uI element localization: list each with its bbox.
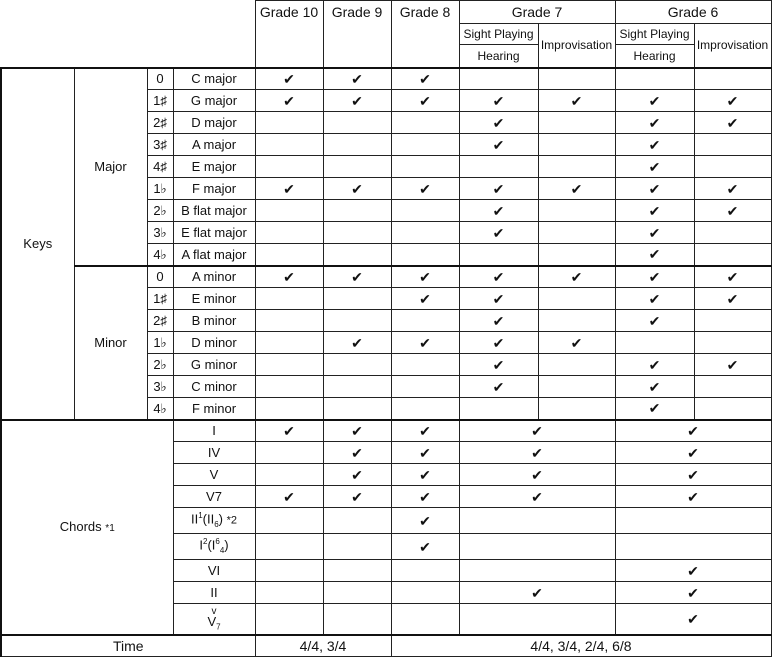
check-grade-7-sight: [459, 156, 538, 178]
check-grade-6-sight: ✔: [615, 112, 694, 134]
key-name: E major: [173, 156, 255, 178]
check-grade-6-impro: [694, 244, 771, 266]
check-grade-8: ✔: [391, 534, 459, 560]
key-signature: 0: [147, 266, 173, 288]
check-grade-6: ✔: [615, 464, 771, 486]
grade-10-header: Grade 10: [255, 1, 323, 68]
check-grade-8: [391, 156, 459, 178]
check-grade-9: [323, 376, 391, 398]
check-grade-6-sight: ✔: [615, 354, 694, 376]
grade-8-header: Grade 8: [391, 1, 459, 68]
key-name: G minor: [173, 354, 255, 376]
check-grade-6-impro: ✔: [694, 288, 771, 310]
check-grade-9: [323, 582, 391, 604]
check-grade-9: [323, 156, 391, 178]
check-grade-10: ✔: [255, 266, 323, 288]
check-grade-7-sight: [459, 398, 538, 420]
check-grade-8: [391, 398, 459, 420]
check-grade-7: ✔: [459, 486, 615, 508]
grade-7-improvisation: Improvisation: [538, 24, 615, 68]
check-grade-8: [391, 244, 459, 266]
check-grade-8: [391, 354, 459, 376]
check-grade-8: [391, 582, 459, 604]
check-grade-7: ✔: [459, 420, 615, 442]
grade-9-header: Grade 9: [323, 1, 391, 68]
check-grade-8: [391, 112, 459, 134]
check-grade-7-impro: [538, 310, 615, 332]
time-lower-grades: 4/4, 3/4, 2/4, 6/8: [391, 635, 771, 657]
check-grade-6-sight: ✔: [615, 134, 694, 156]
check-grade-7-impro: [538, 288, 615, 310]
key-signature: 3♭: [147, 222, 173, 244]
key-signature: 2♭: [147, 200, 173, 222]
check-grade-6-impro: [694, 310, 771, 332]
minor-label: Minor: [74, 266, 147, 420]
grade-6-improvisation: Improvisation: [694, 24, 771, 68]
check-grade-9: ✔: [323, 332, 391, 354]
check-grade-7: [459, 604, 615, 635]
check-grade-9: ✔: [323, 486, 391, 508]
keys-label: Keys: [1, 68, 74, 420]
key-name: G major: [173, 90, 255, 112]
chord-name: IV: [173, 442, 255, 464]
key-signature: 4♭: [147, 398, 173, 420]
key-name: B minor: [173, 310, 255, 332]
check-grade-6: [615, 508, 771, 534]
grade-7-sight-playing: Sight Playing: [459, 24, 538, 45]
check-grade-6-sight: ✔: [615, 200, 694, 222]
check-grade-7-sight: [459, 244, 538, 266]
check-grade-8: ✔: [391, 266, 459, 288]
check-grade-10: [255, 112, 323, 134]
check-grade-6-impro: [694, 156, 771, 178]
chord-name: I: [173, 420, 255, 442]
check-grade-10: [255, 534, 323, 560]
check-grade-10: [255, 244, 323, 266]
check-grade-8: ✔: [391, 68, 459, 90]
check-grade-10: ✔: [255, 90, 323, 112]
chords-label: [1, 420, 173, 635]
key-name: A minor: [173, 266, 255, 288]
check-grade-7: ✔: [459, 582, 615, 604]
chord-name: V7: [173, 486, 255, 508]
key-signature: 1♯: [147, 288, 173, 310]
check-grade-7-impro: [538, 398, 615, 420]
check-grade-9: [323, 112, 391, 134]
check-grade-6-sight: ✔: [615, 90, 694, 112]
key-name: F minor: [173, 398, 255, 420]
check-grade-7-impro: [538, 354, 615, 376]
check-grade-6-impro: ✔: [694, 200, 771, 222]
check-grade-7-impro: ✔: [538, 332, 615, 354]
check-grade-10: [255, 332, 323, 354]
check-grade-9: [323, 508, 391, 534]
check-grade-7-sight: ✔: [459, 90, 538, 112]
check-grade-6-impro: [694, 332, 771, 354]
check-grade-9: [323, 310, 391, 332]
check-grade-6-sight: ✔: [615, 222, 694, 244]
check-grade-10: [255, 464, 323, 486]
check-grade-8: ✔: [391, 90, 459, 112]
check-grade-8: ✔: [391, 442, 459, 464]
check-grade-7-sight: ✔: [459, 178, 538, 200]
check-grade-6-sight: ✔: [615, 288, 694, 310]
chord-name-secondary-dominant: v $V_7$: [173, 604, 255, 635]
check-grade-10: [255, 288, 323, 310]
key-signature: 1♯: [147, 90, 173, 112]
key-signature: 1♭: [147, 332, 173, 354]
grade-7-hearing: Hearing: [459, 45, 538, 68]
check-grade-10: [255, 508, 323, 534]
check-grade-7-impro: [538, 200, 615, 222]
key-signature: 2♯: [147, 112, 173, 134]
header-blank: [1, 1, 255, 68]
check-grade-7-sight: ✔: [459, 266, 538, 288]
check-grade-6-impro: [694, 134, 771, 156]
check-grade-10: [255, 398, 323, 420]
key-signature: 2♯: [147, 310, 173, 332]
key-name: E minor: [173, 288, 255, 310]
time-label: Time: [1, 635, 255, 657]
check-grade-10: ✔: [255, 178, 323, 200]
check-grade-7-impro: ✔: [538, 90, 615, 112]
check-grade-10: [255, 200, 323, 222]
check-grade-9: ✔: [323, 90, 391, 112]
check-grade-10: [255, 376, 323, 398]
check-grade-7-sight: ✔: [459, 310, 538, 332]
check-grade-9: [323, 604, 391, 635]
check-grade-6-sight: ✔: [615, 376, 694, 398]
check-grade-6: ✔: [615, 486, 771, 508]
key-name: D minor: [173, 332, 255, 354]
check-grade-8: ✔: [391, 332, 459, 354]
chord-note: *2: [226, 514, 238, 527]
key-name: B flat major: [173, 200, 255, 222]
key-signature: 4♯: [147, 156, 173, 178]
check-grade-6-sight: ✔: [615, 178, 694, 200]
check-grade-8: [391, 376, 459, 398]
check-grade-7-impro: [538, 134, 615, 156]
check-grade-7-impro: ✔: [538, 178, 615, 200]
check-grade-6-impro: [694, 222, 771, 244]
chords-note: *1: [105, 523, 115, 534]
check-grade-6: [615, 534, 771, 560]
check-grade-8: [391, 604, 459, 635]
check-grade-7-sight: ✔: [459, 354, 538, 376]
chord-name-ii-first-inversion: $II^1(II_6)$ *2: [173, 508, 255, 534]
check-grade-8: ✔: [391, 178, 459, 200]
check-grade-8: ✔: [391, 486, 459, 508]
check-grade-10: [255, 310, 323, 332]
time-upper-grades: 4/4, 3/4: [255, 635, 391, 657]
check-grade-9: [323, 288, 391, 310]
key-signature: 2♭: [147, 354, 173, 376]
key-name: F major: [173, 178, 255, 200]
check-grade-6-impro: ✔: [694, 90, 771, 112]
check-grade-6-impro: [694, 68, 771, 90]
chord-name: VI: [173, 560, 255, 582]
check-grade-9: ✔: [323, 420, 391, 442]
check-grade-9: ✔: [323, 266, 391, 288]
check-grade-8: [391, 222, 459, 244]
check-grade-6-impro: ✔: [694, 354, 771, 376]
check-grade-7-impro: [538, 244, 615, 266]
check-grade-7-impro: [538, 376, 615, 398]
check-grade-7-impro: [538, 68, 615, 90]
check-grade-7-sight: ✔: [459, 222, 538, 244]
check-grade-8: ✔: [391, 508, 459, 534]
check-grade-6-impro: ✔: [694, 112, 771, 134]
check-grade-8: [391, 200, 459, 222]
check-grade-7: [459, 560, 615, 582]
key-name: A major: [173, 134, 255, 156]
check-grade-9: [323, 354, 391, 376]
grade-6-header: Grade 6: [615, 1, 771, 24]
key-signature: 4♭: [147, 244, 173, 266]
check-grade-7-sight: ✔: [459, 288, 538, 310]
key-name: A flat major: [173, 244, 255, 266]
check-grade-6-sight: ✔: [615, 156, 694, 178]
check-grade-10: [255, 560, 323, 582]
check-grade-10: [255, 442, 323, 464]
check-grade-7-impro: [538, 222, 615, 244]
check-grade-8: [391, 560, 459, 582]
check-grade-7-sight: ✔: [459, 376, 538, 398]
check-grade-9: [323, 200, 391, 222]
check-grade-6-sight: [615, 68, 694, 90]
major-label: Major: [74, 68, 147, 266]
check-grade-10: [255, 156, 323, 178]
check-grade-9: [323, 398, 391, 420]
check-grade-7: [459, 508, 615, 534]
check-grade-6: ✔: [615, 442, 771, 464]
check-grade-6-sight: ✔: [615, 244, 694, 266]
check-grade-9: [323, 534, 391, 560]
check-grade-8: [391, 134, 459, 156]
check-grade-10: [255, 134, 323, 156]
grade-6-sight-playing: Sight Playing: [615, 24, 694, 45]
check-grade-6: ✔: [615, 420, 771, 442]
key-name: E flat major: [173, 222, 255, 244]
check-grade-9: [323, 244, 391, 266]
check-grade-6-sight: ✔: [615, 310, 694, 332]
check-grade-7-sight: ✔: [459, 332, 538, 354]
check-grade-6-impro: ✔: [694, 266, 771, 288]
check-grade-7: [459, 534, 615, 560]
key-signature: 3♭: [147, 376, 173, 398]
check-grade-8: ✔: [391, 420, 459, 442]
check-grade-9: ✔: [323, 464, 391, 486]
grade-7-header: Grade 7: [459, 1, 615, 24]
check-grade-8: ✔: [391, 288, 459, 310]
check-grade-10: [255, 354, 323, 376]
check-grade-6-sight: [615, 332, 694, 354]
grade-6-hearing: Hearing: [615, 45, 694, 68]
key-name: C major: [173, 68, 255, 90]
check-grade-9: ✔: [323, 178, 391, 200]
check-grade-7-sight: [459, 68, 538, 90]
check-grade-10: ✔: [255, 486, 323, 508]
check-grade-7: ✔: [459, 464, 615, 486]
check-grade-9: [323, 222, 391, 244]
check-grade-7-sight: ✔: [459, 112, 538, 134]
check-grade-8: [391, 310, 459, 332]
check-grade-7-impro: ✔: [538, 266, 615, 288]
check-grade-10: [255, 604, 323, 635]
key-signature: 0: [147, 68, 173, 90]
chord-name-i-second-inversion: $I^2(I^6_4)$: [173, 534, 255, 560]
check-grade-9: ✔: [323, 68, 391, 90]
check-grade-10: ✔: [255, 68, 323, 90]
check-grade-7-impro: [538, 156, 615, 178]
check-grade-7-sight: ✔: [459, 134, 538, 156]
key-signature: 3♯: [147, 134, 173, 156]
check-grade-10: [255, 582, 323, 604]
check-grade-9: ✔: [323, 442, 391, 464]
check-grade-10: [255, 222, 323, 244]
key-name: C minor: [173, 376, 255, 398]
check-grade-6-impro: [694, 398, 771, 420]
check-grade-6-impro: ✔: [694, 178, 771, 200]
check-grade-10: ✔: [255, 420, 323, 442]
chord-name: V: [173, 464, 255, 486]
check-grade-8: ✔: [391, 464, 459, 486]
check-grade-7-impro: [538, 112, 615, 134]
check-grade-7-sight: ✔: [459, 200, 538, 222]
key-name: D major: [173, 112, 255, 134]
check-grade-6: ✔: [615, 560, 771, 582]
check-grade-6-sight: ✔: [615, 398, 694, 420]
chords-label-text: Chords: [59, 519, 102, 534]
chord-name: II: [173, 582, 255, 604]
check-grade-6-sight: ✔: [615, 266, 694, 288]
check-grade-6-impro: [694, 376, 771, 398]
check-grade-6: ✔: [615, 582, 771, 604]
key-signature: 1♭: [147, 178, 173, 200]
check-grade-9: [323, 134, 391, 156]
check-grade-9: [323, 560, 391, 582]
check-grade-6: ✔: [615, 604, 771, 635]
check-grade-7: ✔: [459, 442, 615, 464]
